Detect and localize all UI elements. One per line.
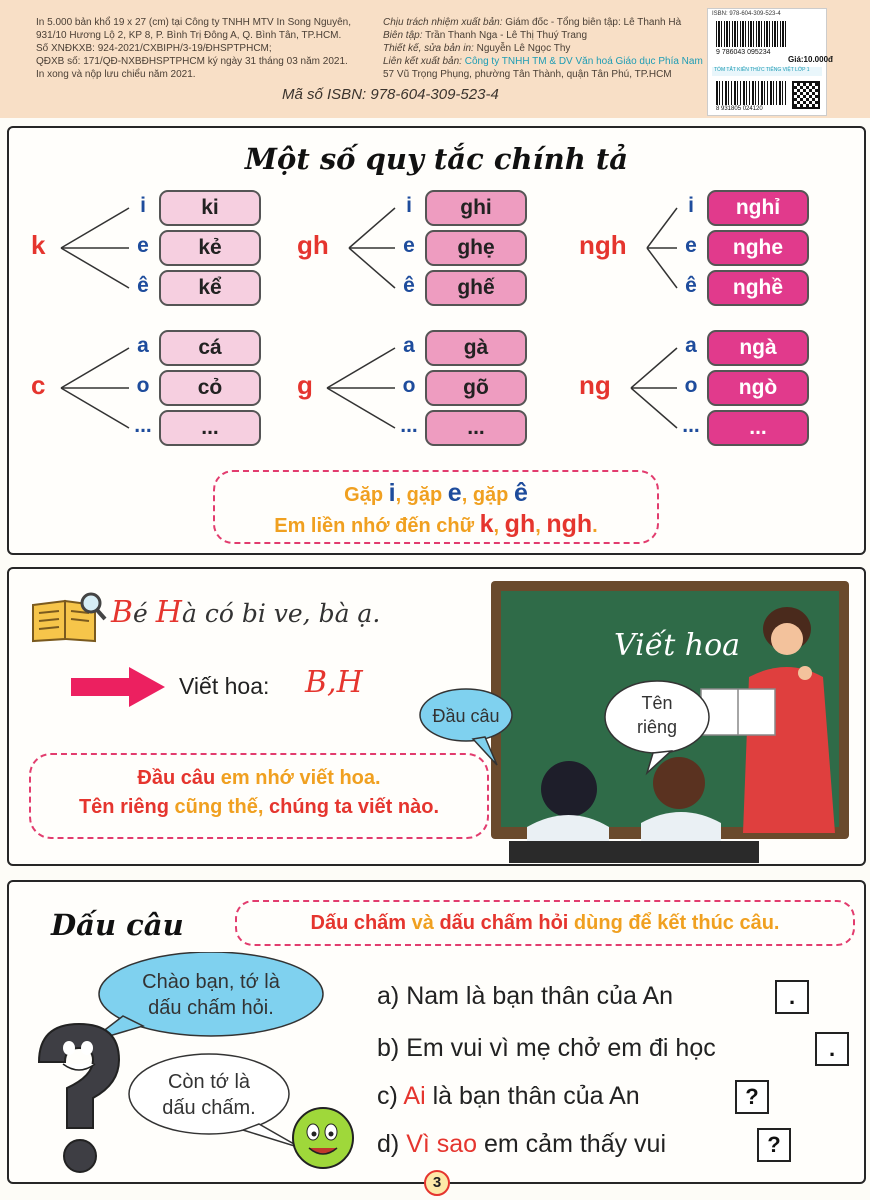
classroom-illustration [409, 577, 859, 863]
credit-key: Thiết kế, sửa bản in: [383, 43, 474, 54]
barcode-number-2: 8 931805 024120 [716, 106, 763, 112]
branch-lines [579, 192, 689, 312]
rule-vowel: a [403, 334, 415, 357]
rule-word-pill: gõ [425, 370, 527, 406]
branch-lines [31, 332, 141, 452]
rhyme-line-2: Em liền nhớ đến chữ k, gh, ngh. [274, 510, 598, 538]
imprint-line: 931/10 Hương Lộ 2, KP 8, P. Bình Trị Đông A, Q. Bình Tân, TP.HCM. [36, 30, 342, 41]
bubble-text: riêng [636, 717, 678, 737]
bubble-text: Chào bạn, tớ là [142, 971, 280, 993]
capital-letters: B,H [305, 665, 363, 700]
rule-vowel: o [684, 374, 698, 397]
rule-word-pill: nghỉ [707, 190, 809, 226]
rhyme-line-1: Gặp i, gặp e, gặp ê [344, 479, 528, 507]
capitalize-label: Viết hoa: [179, 673, 270, 699]
rule-vowel: ê [403, 274, 415, 297]
rule-vowel: i [140, 194, 146, 217]
bubble-text: dấu chấm hỏi. [148, 997, 274, 1019]
rule-vowel: a [685, 334, 697, 357]
dot-character [293, 1108, 353, 1168]
isbn-line: Mã số ISBN: 978-604-309-523-4 [282, 86, 499, 103]
rule-consonant: gh [297, 230, 329, 260]
branch-lines [579, 332, 689, 452]
credit-key: Liên kết xuất bản: [383, 56, 462, 67]
rule-word-pill: ghi [425, 190, 527, 226]
credit-value: Trần Thanh Nga - Lê Thị Thuý Trang [422, 30, 588, 41]
rule-word-pill: nghề [707, 270, 809, 306]
question-mark-character [39, 1024, 119, 1128]
price-label: Giá:10.000đ [788, 55, 833, 64]
rule-vowel: o [136, 374, 150, 397]
qr-code-icon [792, 81, 820, 109]
punctuation-characters [19, 952, 359, 1182]
rule-vowel: ... [682, 414, 700, 437]
answer-box: . [815, 1032, 849, 1066]
capitalization-section [7, 567, 866, 866]
branch-lines [297, 192, 407, 312]
rule-consonant: ng [579, 370, 611, 400]
imprint-line: In xong và nộp lưu chiểu năm 2021. [36, 69, 196, 80]
page-number: 3 [424, 1170, 450, 1196]
rule-rhyme-box [213, 470, 659, 544]
credit-key: Biên tập: [383, 30, 423, 41]
bubble-text: Đầu câu [432, 706, 500, 726]
barcode-box [707, 8, 833, 116]
barcode-icon-2 [716, 81, 788, 105]
rule-vowel: o [402, 374, 416, 397]
rule-vowel: e [137, 234, 149, 257]
right-arrow-icon [71, 667, 167, 707]
answer-box: . [775, 980, 809, 1014]
bubble-text: Tên [641, 693, 673, 713]
credit-key: Chịu trách nhiệm xuất bản: [383, 17, 503, 28]
rule-word-pill: ... [159, 410, 261, 446]
rule-vowel: ... [134, 414, 152, 437]
rule-word-pill: ... [425, 410, 527, 446]
imprint-line: In 5.000 bản khổ 19 x 27 (cm) tại Công ty TNHH MTV In Song Nguyên, [36, 17, 351, 28]
bubble-text: dấu chấm. [162, 1097, 256, 1119]
rule-consonant: g [297, 370, 313, 400]
punctuation-section [7, 880, 866, 1184]
section-title: Dấu câu [51, 908, 184, 942]
rule-consonant: c [31, 370, 46, 400]
speech-bubble [129, 1054, 289, 1134]
rule-vowel: ê [137, 274, 149, 297]
rule-word-pill: gà [425, 330, 527, 366]
answer-box: ? [735, 1080, 769, 1114]
bubble-text: Còn tớ là [167, 1071, 251, 1093]
branch-lines [31, 192, 141, 312]
rule-vowel: ê [685, 274, 697, 297]
rule-vowel: ... [400, 414, 418, 437]
example-sentence: Bé Hà có bi ve, bà ạ. [111, 595, 381, 630]
answer-box: ? [757, 1128, 791, 1162]
rule-word-pill: kẻ [159, 230, 261, 266]
imprint-header [0, 0, 870, 118]
punctuation-item: d) Vì sao em cảm thấy vui [377, 1130, 667, 1158]
rule-vowel: e [685, 234, 697, 257]
credit-value: Nguyễn Lê Ngọc Thy [473, 43, 571, 54]
book-magnifier-icon [29, 591, 109, 645]
capital-rhyme-box: Đầu câu em nhớ viết hoa. Tên riêng cũng thế, chúng ta viết nào. [29, 753, 489, 839]
barcode-icon [716, 21, 788, 47]
rule-word-pill: cỏ [159, 370, 261, 406]
rule-word-pill: ngà [707, 330, 809, 366]
rule-word-pill: cá [159, 330, 261, 366]
book-title-strip: TÓM TẮT KIẾN THỨC TIẾNG VIỆT LỚP 1 [712, 67, 822, 76]
punctuation-rule-box: Dấu chấm và dấu chấm hỏi dùng để kết thúc câu. [235, 900, 855, 946]
section-title: Một số quy tắc chính tả [244, 142, 629, 176]
rule-word-pill: ngò [707, 370, 809, 406]
rule-word-pill: nghe [707, 230, 809, 266]
branch-lines [297, 332, 407, 452]
rule-vowel: i [688, 194, 694, 217]
rule-word-pill: ki [159, 190, 261, 226]
rule-vowel: e [403, 234, 415, 257]
spelling-rules-section [7, 126, 866, 555]
rule-word-pill: ghẹ [425, 230, 527, 266]
punctuation-item: b) Em vui vì mẹ chở em đi học [377, 1034, 716, 1062]
rule-consonant: ngh [579, 230, 627, 260]
rule-vowel: i [406, 194, 412, 217]
imprint-line: QĐXB số: 171/QĐ-NXBĐHSPTPHCM ký ngày 31 tháng 03 năm 2021. [36, 56, 348, 67]
punctuation-item: c) Ai là bạn thân của An [377, 1082, 640, 1110]
punctuation-item: a) Nam là bạn thân của An [377, 982, 674, 1010]
imprint-left [36, 16, 376, 81]
board-text: Viết hoa [614, 628, 741, 663]
barcode-number: 9 786043 095234 [716, 49, 771, 56]
credit-value: Giám đốc - Tổng biên tập: Lê Thanh Hà [502, 17, 682, 28]
rule-vowel: a [137, 334, 149, 357]
credit-value: 57 Vũ Trọng Phụng, phường Tân Thành, quận Tân Phú, TP.HCM [383, 69, 672, 80]
rule-word-pill: ghế [425, 270, 527, 306]
imprint-right [383, 16, 713, 81]
rule-word-pill: ... [707, 410, 809, 446]
credit-value: Công ty TNHH TM & DV Văn hoá Giáo dục Phía Nam [461, 56, 703, 67]
rule-word-pill: kể [159, 270, 261, 306]
imprint-line: Số XNĐKXB: 924-2021/CXBIPH/3-19/ĐHSPTPHCM; [36, 43, 272, 54]
rule-consonant: k [31, 230, 46, 260]
isbn-small: ISBN: 978-604-309-523-4 [712, 11, 781, 17]
